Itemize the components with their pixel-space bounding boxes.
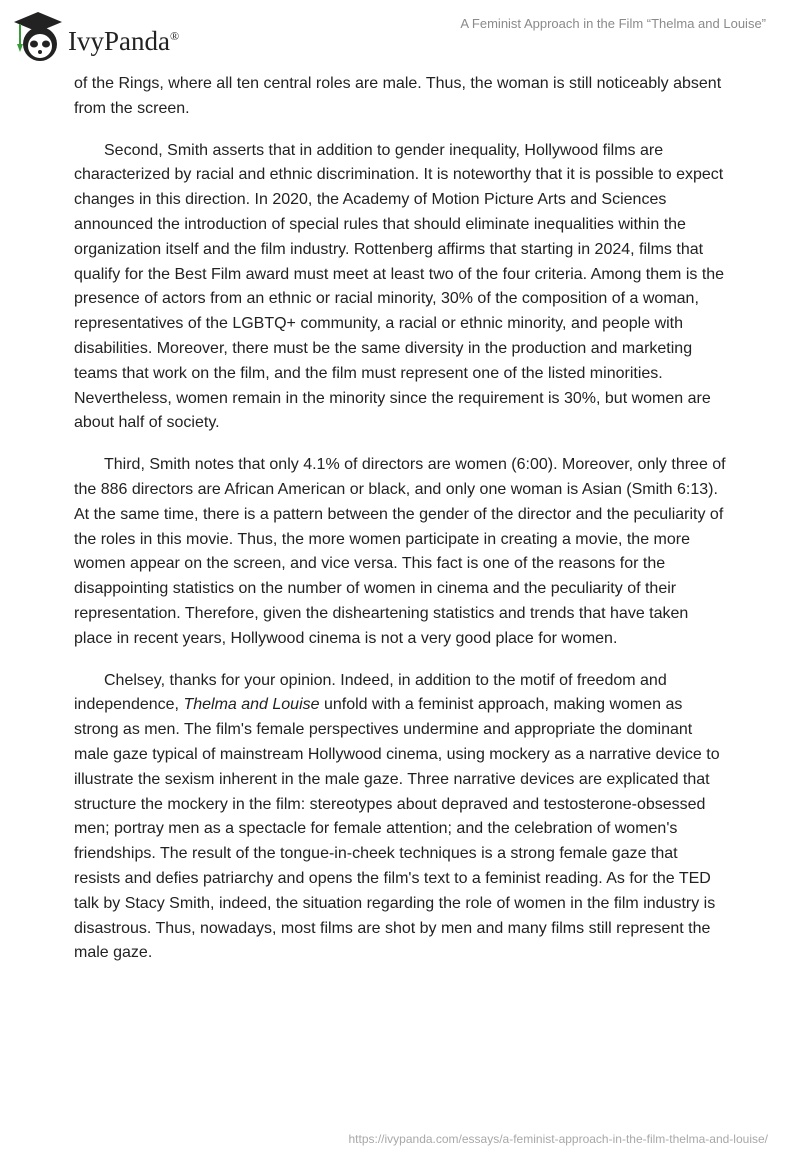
paragraph: Second, Smith asserts that in addition to gender inequality, Hollywood films are characterized by racial and ethnic discrimination. It is noteworthy that it is possible to expect changes in this direction. In 2020, the Academy of Motion Picture Arts and Sciences announced the introduction of special rules that should eliminate inequalities within the organization itself and the film industry. Rottenberg affirms that starting in 2024, films that qualify for the Best Film award must meet at least two of the four criteria. Among them is the presence of actors from an ethnic or racial minority, 30% of the composition of a woman, representatives of the LGBTQ+ community, a racial or ethnic minority, and people with disabilities. Moreover, there must be the same diversity in the production and marketing teams that work on the film, and the film must represent one of the listed minorities. Nevertheless, women remain in the minority since the requirement is 30%, but women are about half of society. [74, 141, 725, 432]
brand-name: IvyPanda® [68, 25, 180, 56]
paragraph: of the Rings, where all ten central roles are male. Thus, the woman is still noticeably absent from the screen. [74, 75, 722, 117]
paragraph: Third, Smith notes that only 4.1% of directors are women (6:00). Moreover, only three of the 886 directors are African American or black, and only one woman is Asian (Smith 6:13). At the same time, there is a pattern between the gender of the director and the peculiarity of the roles in this movie. Thus, the more women participate in creating a movie, the more women appear on the screen, and vice versa. This fact is one of the reasons for the disappointing statistics on the number of women in cinema and the peculiarity of their representation. Therefore, given the disheartening statistics and trends that have taken place in recent years, Hollywood cinema is not a very good place for women. [74, 456, 726, 647]
film-title: Thelma and Louise [183, 696, 320, 714]
panda-graduate-icon [12, 8, 64, 64]
paragraph: Chelsey, thanks for your opinion. Indeed, in addition to the motif of freedom and independence, Thelma and Louise unfold with a feminist approach, making women as strong as men. The film's female perspectives undermine and appropriate the dominant male gaze typical of mainstream Hollywood cinema, using mockery as a narrative device to illustrate the sexism inherent in the male gaze. Three narrative devices are explicated that structure the mockery in the film: stereotypes about depraved and testosterone-obsessed men; portray men as a spectacle for female attention; and the celebration of women's friendships. The result of the tongue-in-cheek techniques is a strong female gaze that resists and defies patriarchy and opens the film's text to a feminist reading. As for the TED talk by Stacy Smith, indeed, the situation regarding the role of women in the film industry is disastrous. Thus, nowadays, most films are shot by men and many films still represent the male gaze. [74, 671, 720, 962]
essay-body [74, 72, 726, 983]
source-url[interactable]: https://ivypanda.com/essays/a-feminist-approach-in-the-film-thelma-and-louise/ [348, 1132, 768, 1146]
document-title: A Feminist Approach in the Film “Thelma and Louise” [460, 16, 766, 31]
ivypanda-logo[interactable] [12, 8, 179, 64]
